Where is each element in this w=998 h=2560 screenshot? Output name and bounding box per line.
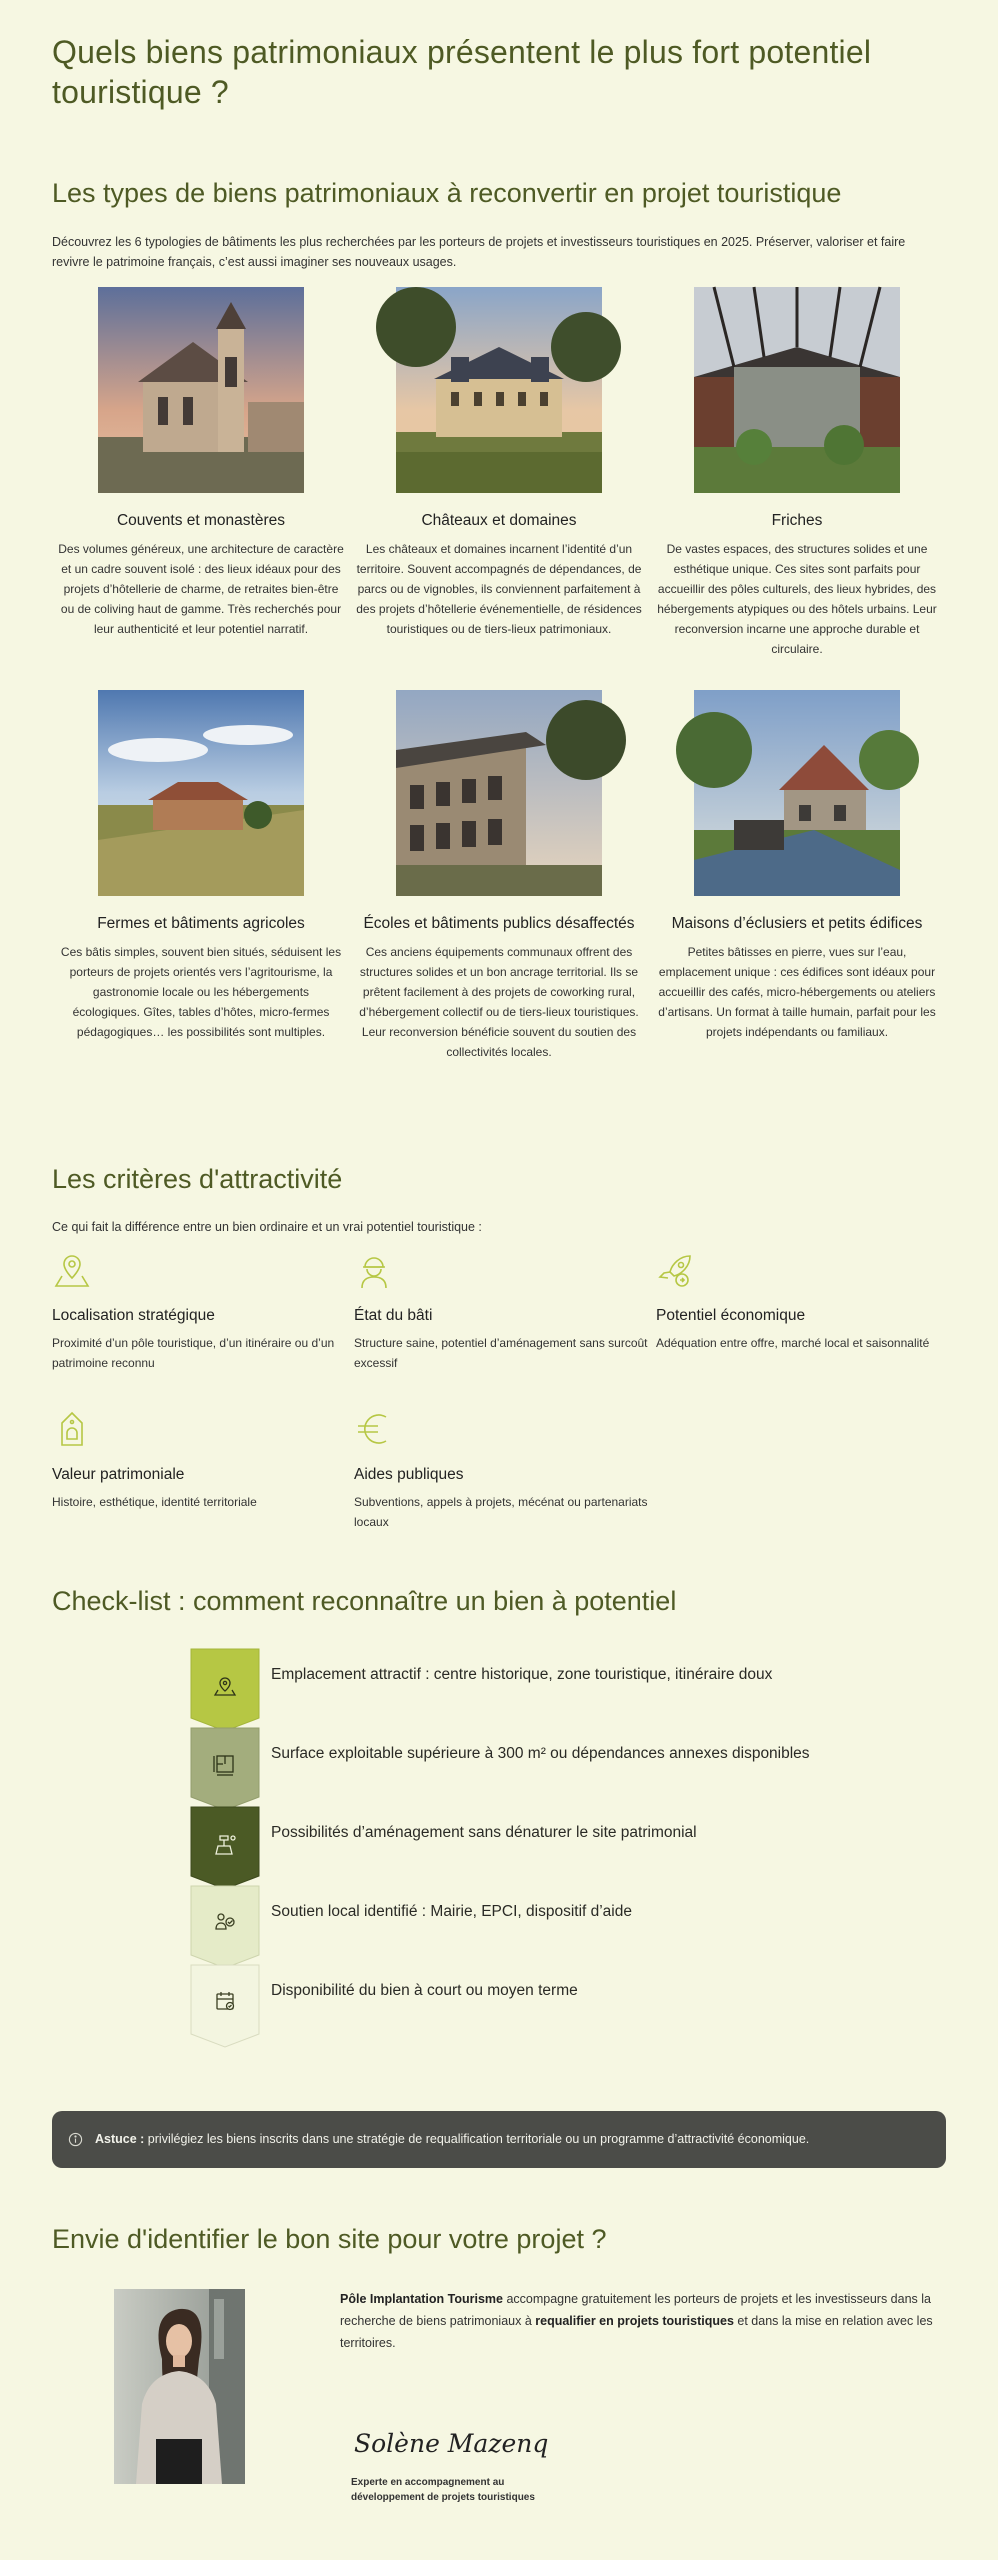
criteria-item — [354, 1409, 656, 1532]
worker-helmet-icon — [354, 1250, 394, 1290]
type-card-title: Couvents et monastères — [116, 512, 285, 529]
lock-keeper-house-photo — [694, 690, 900, 896]
industrial-wasteland-photo — [694, 287, 900, 493]
checklist-chevron — [190, 1806, 260, 1890]
contact-description — [340, 2288, 946, 2354]
rocket-icon — [656, 1250, 696, 1290]
criteria-item-text: Proximité d’un pôle touristique, d’un itinéraire ou d’un patrimoine reconnu — [52, 1336, 335, 1370]
criteria-item — [52, 1409, 354, 1532]
criteria-grid — [52, 1250, 946, 1532]
tip-text — [95, 2132, 809, 2146]
criteria-item-text: Subventions, appels à projets, mécénat ou partenariats locaux — [354, 1495, 648, 1529]
criteria-item-text: Structure saine, potentiel d’aménagement sans surcoût excessif — [354, 1336, 648, 1370]
advisor-role: Experte en accompagnement au développement de projets touristiques — [351, 2477, 535, 2503]
farm-photo — [98, 690, 304, 896]
tip-label: Astuce : — [95, 2132, 145, 2146]
types-section-title: Les types de biens patrimoniaux à reconvertir en projet touristique — [52, 178, 842, 208]
criteria-item-title: Valeur patrimoniale — [52, 1466, 185, 1483]
checklist-item — [190, 1806, 910, 1885]
type-card-text: Ces bâtis simples, souvent bien situés, séduisent les porteurs de projets orientés vers l’agritourisme, la gastronomie locale ou les hébergements écologiques. Gîtes, tables d’hôtes, micro-fermes pédagogiques… les possibilités sont multiples. — [60, 945, 342, 1039]
advisor-photo — [114, 2289, 245, 2484]
contact-highlight: requalifier en projets touristiques — [535, 2314, 734, 2328]
signature-text: Solène Mazenq — [354, 2429, 549, 2458]
criteria-section-title: Les critères d'attractivité — [52, 1164, 343, 1194]
checklist-item — [190, 1964, 910, 2043]
tip-body: privilégiez les biens inscrits dans une stratégie de requalification territoriale ou un programme d’attractivité économique. — [144, 2132, 810, 2146]
checklist-chevron — [190, 1964, 260, 2048]
checklist-chevron — [190, 1727, 260, 1811]
type-card — [52, 287, 350, 659]
criteria-item-title: État du bâti — [354, 1307, 433, 1324]
info-icon — [68, 2132, 83, 2147]
checklist-item — [190, 1885, 910, 1964]
checklist-section-title: Check-list : comment reconnaître un bien à potentiel — [52, 1586, 677, 1616]
criteria-item-title: Localisation stratégique — [52, 1307, 215, 1324]
type-card-title: Maisons d’éclusiers et petits édifices — [671, 915, 923, 932]
checklist-chevron — [190, 1648, 260, 1732]
criteria-item — [656, 1250, 946, 1373]
types-intro: Découvrez les 6 typologies de bâtiments les plus recherchées par les porteurs de projets et investisseurs touristiques en 2025. Préserver, valoriser et faire revivre le patrimoine français, c’est aussi imaginer ses nouveaux usages. — [52, 235, 906, 269]
types-grid-row-2 — [52, 690, 946, 1062]
checklist-item-text: Possibilités d’aménagement sans dénaturer le site patrimonial — [271, 1824, 697, 1841]
checklist-chevron — [190, 1885, 260, 1969]
types-grid — [52, 287, 946, 659]
signature — [350, 2410, 549, 2470]
criteria-item — [52, 1250, 354, 1373]
checklist-item-text: Emplacement attractif : centre historique, zone touristique, itinéraire doux — [271, 1666, 773, 1683]
checklist-item-text: Soutien local identifié : Mairie, EPCI, dispositif d’aide — [271, 1903, 632, 1920]
type-card — [52, 690, 350, 1062]
criteria-intro: Ce qui fait la différence entre un bien ordinaire et un vrai potentiel touristique : — [52, 1220, 482, 1234]
type-card-text: Les châteaux et domaines incarnent l’identité d’un territoire. Souvent accompagnés de dépendances, de parcs ou de vignobles, ils conviennent parfaitement à des projets d’hôtellerie événementielle, de résidences touristiques ou de tiers-lieux patrimoniaux. — [356, 542, 642, 636]
type-card-title: Écoles et bâtiments publics désaffectés — [363, 915, 635, 932]
contact-text-part: accompagne gratuitement les porteurs de projets et les investisseurs dans la recherche de biens patrimoniaux à — [340, 2292, 931, 2328]
map-pin-icon — [52, 1250, 92, 1290]
type-card — [648, 287, 946, 659]
convent-photo — [98, 287, 304, 493]
checklist-item — [190, 1648, 910, 1727]
contact-text-part: et dans la mise en relation avec les territoires. — [340, 2314, 933, 2350]
checklist-item-text: Surface exploitable supérieure à 300 m² ou dépendances annexes disponibles — [271, 1745, 810, 1762]
criteria-item-text: Histoire, esthétique, identité territoriale — [52, 1495, 257, 1509]
type-card-title: Fermes et bâtiments agricoles — [97, 915, 305, 932]
criteria-item-text: Adéquation entre offre, marché local et saisonnalité — [656, 1336, 930, 1350]
type-card-title: Friches — [771, 512, 823, 529]
heritage-tag-icon — [52, 1409, 92, 1449]
criteria-item-title: Aides publiques — [354, 1466, 464, 1483]
euro-icon — [354, 1409, 394, 1449]
contact-org: Pôle Implantation Tourisme — [340, 2292, 503, 2306]
type-card — [648, 690, 946, 1062]
school-photo — [396, 690, 602, 896]
checklist-item — [190, 1727, 910, 1806]
type-card — [350, 287, 648, 659]
criteria-item-title: Potentiel économique — [656, 1307, 806, 1324]
type-card-text: Ces anciens équipements communaux offrent des structures solides et un bon ancrage territorial. Ils se prêtent facilement à des projets de coworking rural, d’hébergement collectif ou de tiers-lieux touristiques. Leur reconversion bénéficie souvent du soutien des collectivités locales. — [359, 945, 639, 1059]
page-title: Quels biens patrimoniaux présentent le plus fort potentiel touristique ? — [52, 34, 872, 110]
tip-banner — [52, 2111, 946, 2168]
type-card — [350, 690, 648, 1062]
type-card-title: Châteaux et domaines — [421, 512, 577, 529]
type-card-text: Des volumes généreux, une architecture de caractère et un cadre souvent isolé : des lieux idéaux pour des projets d’hôtellerie de charme, de retraites bien-être ou de coliving haut de gamme. Très recherchés pour leur authenticité et leur potentiel narratif. — [58, 542, 344, 636]
type-card-text: De vastes espaces, des structures solides et une esthétique unique. Ces sites sont parfaits pour accueillir des pôles culturels, des lieux hybrides, des hébergements atypiques ou des hôtels urbains. Leur reconversion incarne une approche durable et circulaire. — [657, 542, 937, 656]
type-card-text: Petites bâtisses en pierre, vues sur l’eau, emplacement unique : ces édifices sont idéaux pour accueillir des cafés, micro-hébergements ou ateliers d’artisans. Un format à taille humain, parfait pour les projets indépendants ou familiaux. — [658, 945, 936, 1039]
checklist — [190, 1648, 910, 2043]
castle-photo — [396, 287, 602, 493]
checklist-item-text: Disponibilité du bien à court ou moyen terme — [271, 1982, 578, 1999]
criteria-item — [354, 1250, 656, 1373]
contact-section-title: Envie d'identifier le bon site pour votre projet ? — [52, 2224, 607, 2254]
